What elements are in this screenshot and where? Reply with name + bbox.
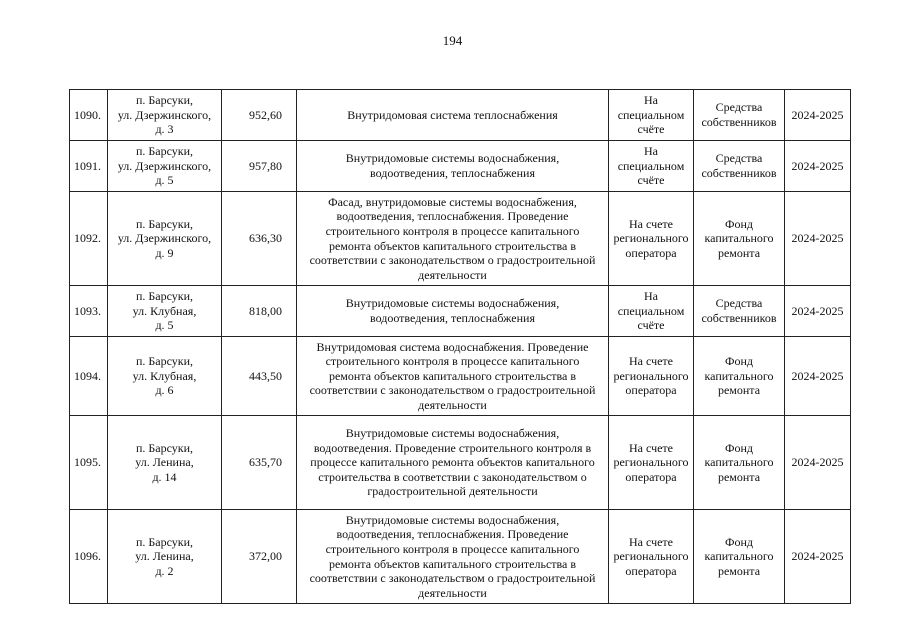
work-description-cell-line: водоотведения, теплоснабжения	[370, 166, 535, 180]
table-row	[70, 286, 851, 337]
work-description-cell-line: строительного контроля в процессе капитального	[325, 354, 580, 369]
account-cell	[609, 90, 694, 141]
address-cell-line: ул. Ленина,	[135, 455, 194, 470]
address-cell-line: д. 14	[152, 469, 177, 484]
funding-source-cell-line: собственников	[701, 311, 777, 325]
work-description-cell-line: соответствии с законодательством о градостроительной	[309, 383, 596, 398]
table-body	[70, 90, 851, 604]
address-cell-line: ул. Клубная,	[132, 368, 197, 383]
account-cell-line: регионального	[613, 549, 689, 564]
work-description-cell-line: строительного контроля в процессе капитального	[325, 223, 580, 238]
area-cell: 952,60	[222, 90, 297, 141]
account-cell-line: регионального	[613, 368, 689, 383]
funding-source-cell	[694, 286, 785, 337]
address-cell-line: п. Барсуки,	[135, 93, 194, 108]
work-description-cell-line: водоотведения, теплоснабжения	[370, 311, 535, 325]
period-cell: 2024-2025	[785, 286, 851, 337]
funding-source-cell	[694, 510, 785, 604]
account-cell-line: регионального	[613, 231, 689, 246]
work-description-cell-line: Внутридомовая система теплоснабжения	[347, 107, 558, 122]
address-cell-line: п. Барсуки,	[135, 144, 194, 159]
funding-source-cell	[694, 141, 785, 192]
work-description-cell-line: градостроительной деятельности	[367, 484, 538, 499]
row-number-cell: 1095.	[70, 416, 108, 510]
period-cell: 2024-2025	[785, 337, 851, 416]
address-cell-line: п. Барсуки,	[135, 354, 194, 369]
funding-source-cell-line: ремонта	[717, 383, 761, 398]
work-description-cell	[297, 90, 609, 141]
address-cell-line: ул. Дзержинского,	[117, 158, 212, 173]
funding-source-cell-line: Средства	[715, 151, 763, 166]
account-cell	[609, 192, 694, 286]
work-description-cell-line: соответствии с законодательством о градостроительной	[309, 571, 596, 586]
funding-source-cell-line: капитального	[704, 549, 774, 564]
address-cell-line: п. Барсуки,	[135, 216, 194, 231]
funding-source-cell-line: ремонта	[717, 469, 761, 484]
address-cell-line: ул. Дзержинского,	[117, 231, 212, 246]
work-description-cell-line: ремонта объектов капитального строительства в	[328, 556, 577, 571]
page-number: 194	[442, 33, 463, 48]
period-cell: 2024-2025	[785, 192, 851, 286]
address-cell	[108, 141, 222, 192]
account-cell-line: оператора	[625, 245, 677, 260]
row-number-cell: 1092.	[70, 192, 108, 286]
work-description-cell	[297, 337, 609, 416]
address-cell	[108, 286, 222, 337]
account-cell	[609, 141, 694, 192]
work-description-cell-line: деятельности	[418, 397, 487, 412]
row-number-cell: 1096.	[70, 510, 108, 604]
work-description-cell-line: Внутридомовые системы водоснабжения,	[345, 151, 560, 166]
account-cell-line: счёте	[637, 122, 665, 137]
work-description-cell-line: Внутридомовые системы водоснабжения,	[345, 426, 560, 441]
work-description-cell	[297, 141, 609, 192]
area-cell: 818,00	[222, 286, 297, 337]
account-cell-line: На	[644, 289, 658, 304]
account-cell-line: На счете	[628, 216, 673, 231]
account-cell-line: специальном	[617, 107, 685, 122]
work-description-cell-line: процессе капитального ремонта объектов капитального	[310, 455, 595, 470]
address-cell	[108, 416, 222, 510]
account-cell	[609, 510, 694, 604]
address-cell-line: ул. Клубная,	[132, 303, 197, 318]
work-description-cell-line: водоотведения. Проведение строительного контроля в	[313, 440, 592, 455]
funding-source-cell-line: Средства	[715, 100, 763, 115]
work-description-cell-line: Внутридомовая система водоснабжения. Проведение	[316, 339, 589, 354]
funding-source-cell-line: ремонта	[717, 563, 761, 578]
funding-source-cell-line: Фонд	[724, 216, 753, 231]
work-description-cell	[297, 416, 609, 510]
period-cell: 2024-2025	[785, 90, 851, 141]
funding-source-cell-line: Фонд	[724, 440, 753, 455]
period-cell: 2024-2025	[785, 141, 851, 192]
address-cell	[108, 337, 222, 416]
table-row	[70, 90, 851, 141]
area-cell: 957,80	[222, 141, 297, 192]
address-cell-line: д. 6	[155, 383, 174, 398]
work-description-cell-line: строительства в соответствии с законодательством о	[318, 469, 587, 484]
account-cell-line: На	[644, 93, 658, 108]
area-cell: 372,00	[222, 510, 297, 604]
work-description-cell-line: Внутридомовые системы водоснабжения,	[345, 296, 560, 311]
work-description-cell-line: строительного контроля в процессе капитального	[325, 541, 580, 556]
work-description-cell-line: Фасад, внутридомовые системы водоснабжения,	[328, 194, 577, 209]
work-description-cell-line: деятельности	[418, 267, 487, 282]
funding-source-cell-line: капитального	[704, 231, 774, 246]
row-number-cell: 1091.	[70, 141, 108, 192]
funding-source-cell	[694, 337, 785, 416]
funding-source-cell-line: капитального	[704, 455, 774, 470]
table-row	[70, 192, 851, 286]
repair-plan-table	[69, 89, 851, 604]
address-cell-line: д. 5	[155, 318, 174, 333]
account-cell-line: оператора	[625, 563, 677, 578]
account-cell-line: оператора	[625, 469, 677, 484]
address-cell	[108, 90, 222, 141]
work-description-cell	[297, 192, 609, 286]
funding-source-cell-line: собственников	[701, 115, 777, 129]
work-description-cell-line: соответствии с законодательством о градостроительной	[309, 253, 596, 268]
account-cell-line: специальном	[617, 303, 685, 318]
work-description-cell-line: Внутридомовые системы водоснабжения,	[345, 512, 560, 527]
account-cell-line: На счете	[628, 354, 673, 369]
account-cell-line: регионального	[613, 455, 689, 470]
table-row	[70, 337, 851, 416]
account-cell-line: специальном	[617, 158, 685, 173]
address-cell	[108, 192, 222, 286]
account-cell-line: оператора	[625, 383, 677, 398]
work-description-cell	[297, 286, 609, 337]
address-cell-line: д. 5	[155, 173, 174, 188]
account-cell-line: На счете	[628, 534, 673, 549]
account-cell	[609, 337, 694, 416]
area-cell: 443,50	[222, 337, 297, 416]
work-description-cell	[297, 510, 609, 604]
account-cell-line: На счете	[628, 440, 673, 455]
area-cell: 636,30	[222, 192, 297, 286]
row-number-cell: 1094.	[70, 337, 108, 416]
address-cell-line: ул. Ленина,	[135, 549, 194, 564]
period-cell: 2024-2025	[785, 510, 851, 604]
address-cell-line: д. 3	[155, 122, 174, 137]
address-cell-line: д. 2	[155, 563, 174, 578]
address-cell-line: п. Барсуки,	[135, 289, 194, 304]
funding-source-cell-line: Средства	[715, 296, 763, 311]
account-cell-line: На	[644, 144, 658, 159]
row-number-cell: 1090.	[70, 90, 108, 141]
address-cell-line: п. Барсуки,	[135, 440, 194, 455]
table-row	[70, 141, 851, 192]
address-cell-line: д. 9	[155, 245, 174, 260]
address-cell	[108, 510, 222, 604]
row-number-cell: 1093.	[70, 286, 108, 337]
work-description-cell-line: водоотведения, теплоснабжения. Проведение	[336, 209, 569, 224]
account-cell	[609, 286, 694, 337]
funding-source-cell-line: собственников	[701, 166, 777, 180]
funding-source-cell-line: Фонд	[724, 354, 753, 369]
account-cell-line: счёте	[637, 173, 665, 188]
work-description-cell-line: ремонта объектов капитального строительства в	[328, 238, 577, 253]
funding-source-cell	[694, 90, 785, 141]
funding-source-cell-line: Фонд	[724, 534, 753, 549]
funding-source-cell	[694, 416, 785, 510]
funding-source-cell	[694, 192, 785, 286]
work-description-cell-line: водоотведения, теплоснабжения. Проведение	[336, 527, 569, 542]
funding-source-cell-line: капитального	[704, 368, 774, 383]
period-cell: 2024-2025	[785, 416, 851, 510]
table-row	[70, 510, 851, 604]
account-cell	[609, 416, 694, 510]
table-row	[70, 416, 851, 510]
address-cell-line: п. Барсуки,	[135, 534, 194, 549]
area-cell: 635,70	[222, 416, 297, 510]
funding-source-cell-line: ремонта	[717, 245, 761, 260]
address-cell-line: ул. Дзержинского,	[117, 107, 212, 122]
work-description-cell-line: деятельности	[418, 585, 487, 600]
work-description-cell-line: ремонта объектов капитального строительства в	[328, 368, 577, 383]
account-cell-line: счёте	[637, 318, 665, 333]
